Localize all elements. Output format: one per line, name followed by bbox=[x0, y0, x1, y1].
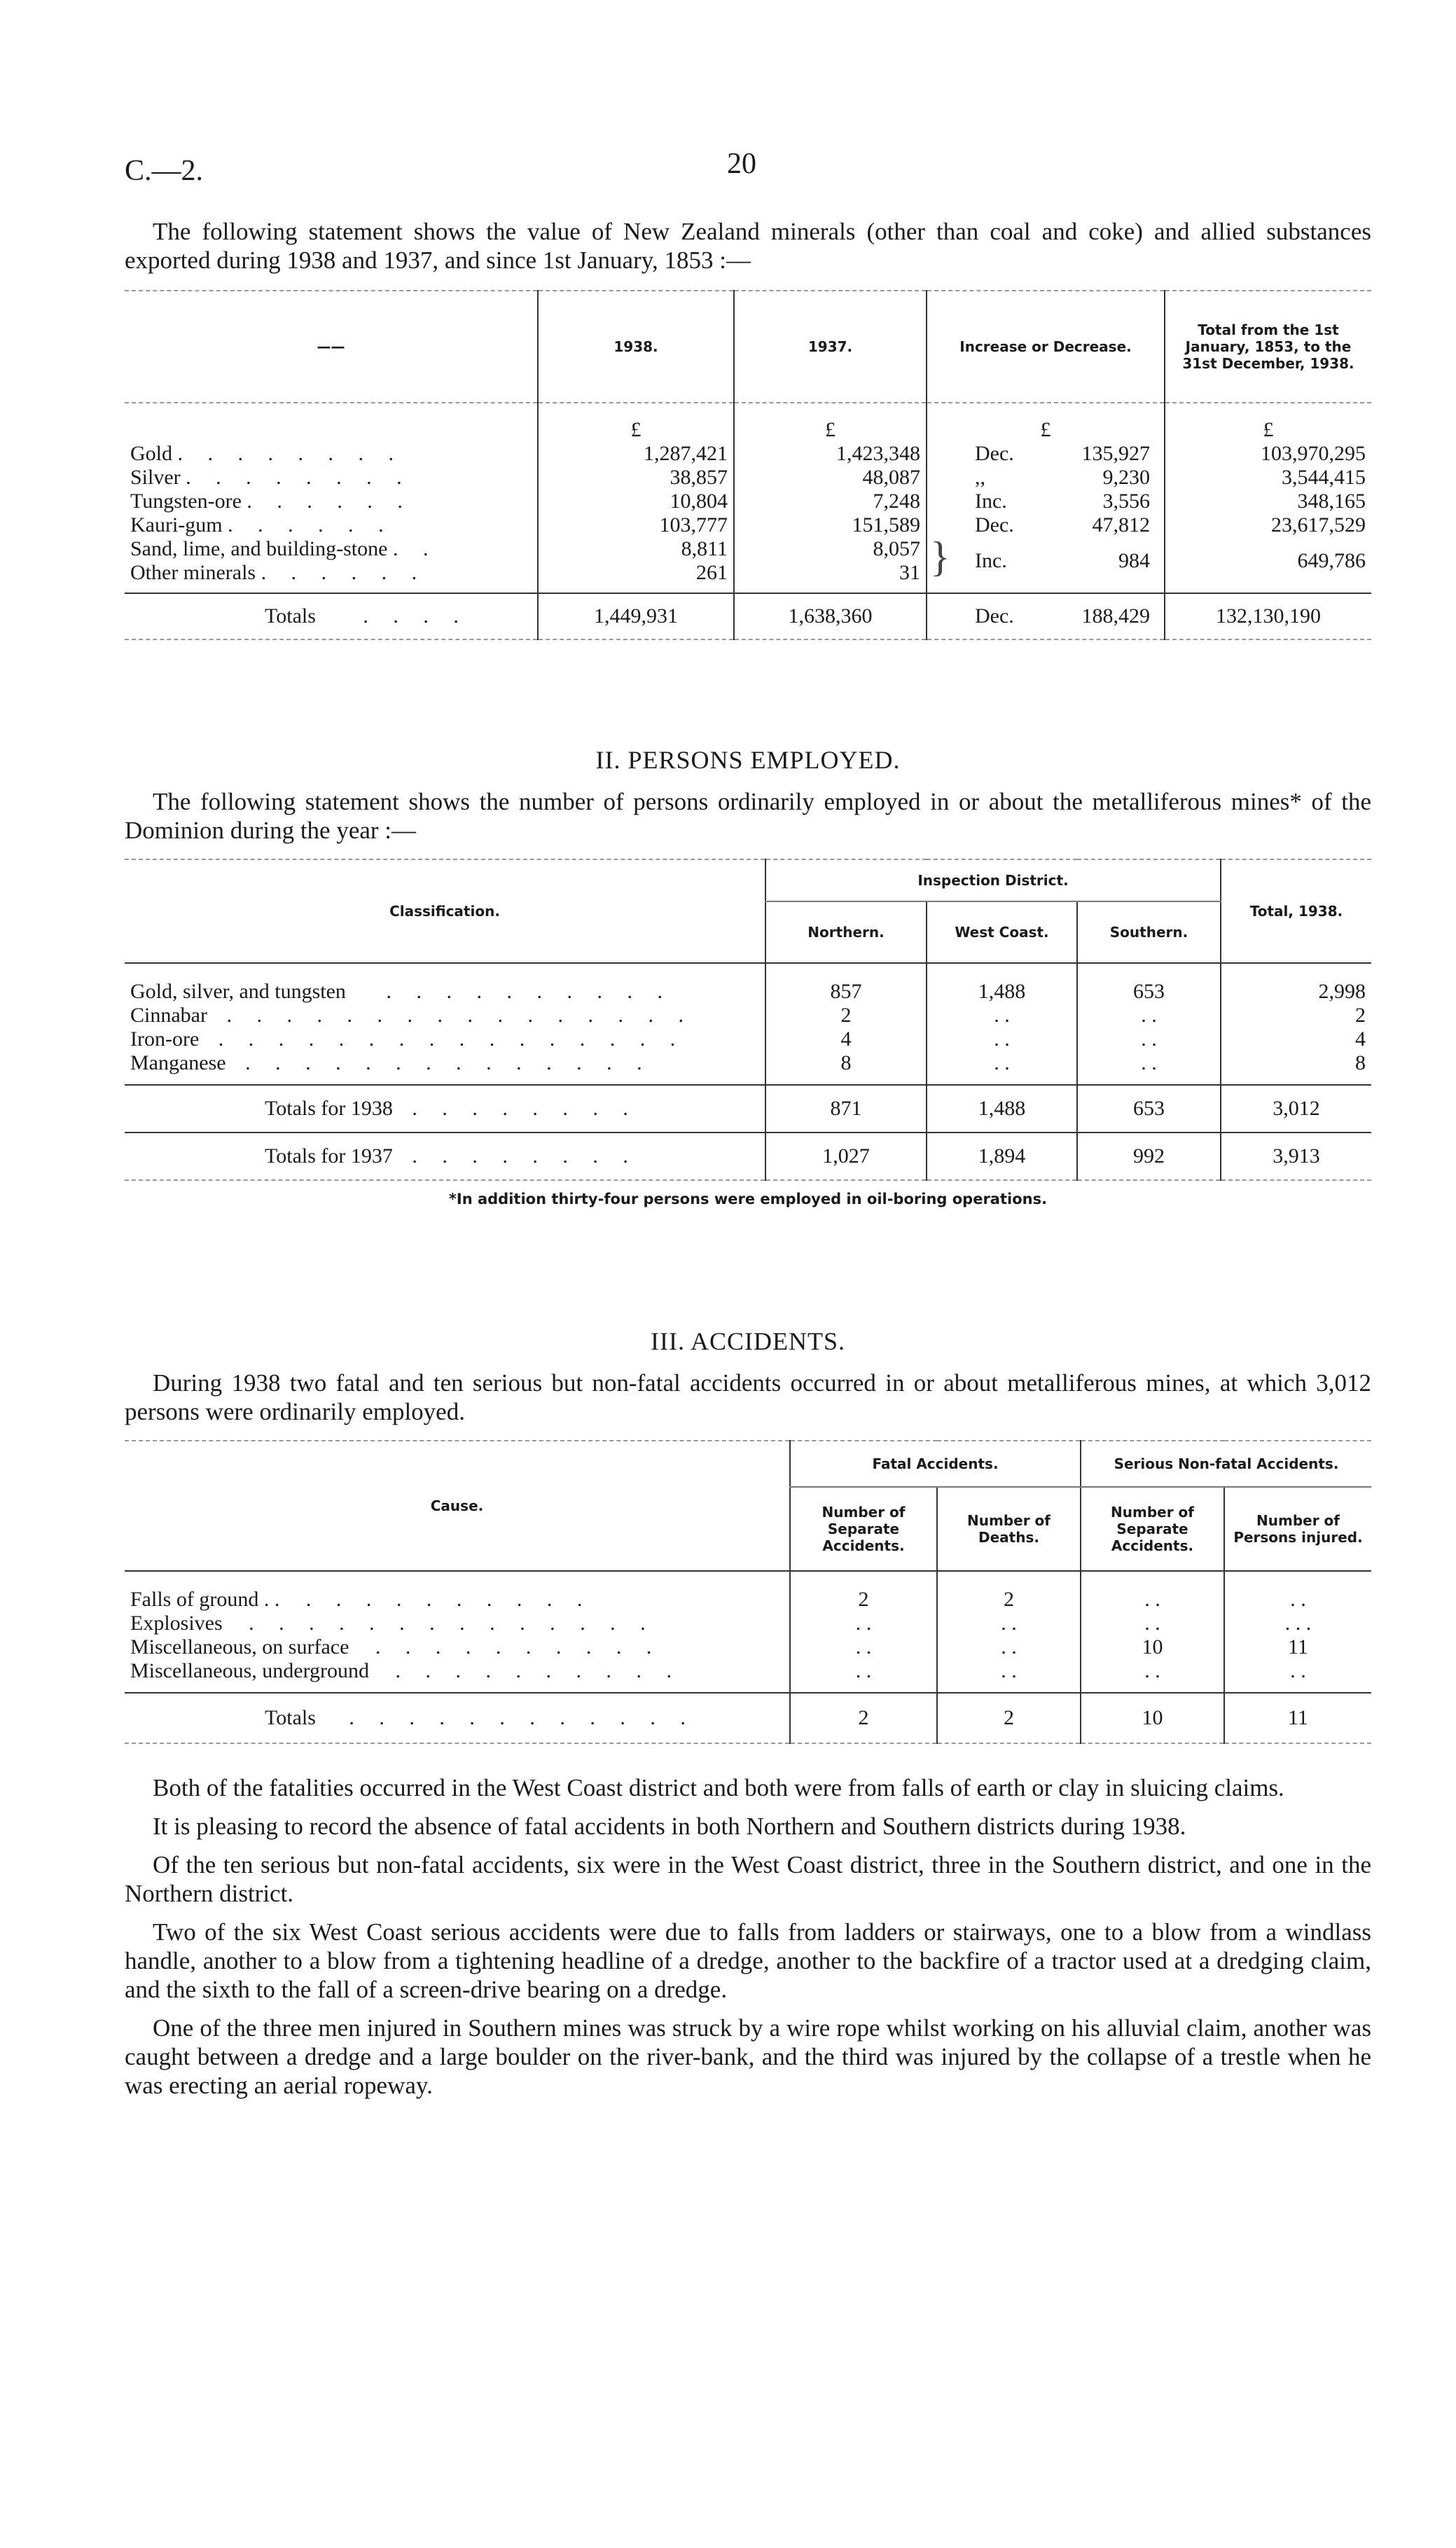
mineral-name: Sand, lime, and building-stone bbox=[130, 537, 388, 560]
leader-dots: . . bbox=[392, 537, 438, 560]
serious-injured-value: . . . bbox=[1224, 1612, 1371, 1635]
accidents-col-fatal: Fatal Accidents. bbox=[790, 1441, 1081, 1487]
mineral-name: Other minerals bbox=[130, 561, 256, 584]
table-row bbox=[125, 537, 1371, 561]
value-1938: 1,449,931 bbox=[538, 593, 734, 639]
change-direction: Dec. bbox=[975, 442, 1014, 465]
classification-name: Iron-ore bbox=[130, 1027, 200, 1051]
change-direction: Inc. bbox=[975, 549, 1007, 572]
leader-dots: . . . . . . . . . . . . . . . . bbox=[226, 1004, 693, 1027]
value-total: 23,617,529 bbox=[1165, 513, 1371, 537]
cause-name: Miscellaneous, on surface bbox=[130, 1635, 349, 1659]
leader-dots: . . . . . . . . . . bbox=[305, 1588, 592, 1611]
value-1937: 31 bbox=[734, 561, 927, 585]
fatal-separate-value: . . bbox=[790, 1635, 937, 1659]
value-1938: 1,287,421 bbox=[538, 442, 734, 466]
persons-col-classification: Classification. bbox=[389, 903, 500, 920]
value-1937: 1,423,348 bbox=[734, 442, 927, 466]
change-value: 188,429 bbox=[1081, 604, 1150, 628]
paragraph: Of the ten serious but non-fatal accidents, six were in the West Coast district, three in the Southern district, and one in the Northern district. bbox=[125, 1851, 1371, 1907]
leader-dots: . . . . . . . . bbox=[177, 442, 403, 465]
table-row bbox=[125, 466, 1371, 490]
brace-icon: } bbox=[930, 534, 950, 580]
leader-dots: . . . . . . . . . . . . . . . . bbox=[218, 1027, 686, 1051]
mineral-name: Kauri-gum bbox=[130, 513, 223, 536]
westcoast-value: 1,488 bbox=[927, 1085, 1077, 1133]
mineral-name: Gold bbox=[130, 442, 172, 465]
currency-symbol: £ bbox=[734, 403, 927, 442]
westcoast-value: . . bbox=[927, 1051, 1077, 1075]
paragraph: Two of the six West Coast serious accidents were due to falls from ladders or stairways, one to a blow from a windlass handle, another to a blow from a tightening headline of a dredge, another to the backfire of a tractor used at a dredging claim, and the sixth to the fall of a screen-drive bearing on a dredge. bbox=[125, 1918, 1371, 2003]
table-row bbox=[125, 1027, 1371, 1051]
northern-value: 8 bbox=[765, 1051, 927, 1075]
fatal-deaths-value: . . bbox=[937, 1612, 1081, 1635]
table-row bbox=[125, 1085, 1371, 1133]
persons-header-row bbox=[125, 859, 1371, 901]
classification-name: Manganese bbox=[130, 1051, 226, 1074]
table-row bbox=[125, 442, 1371, 466]
southern-value: 653 bbox=[1077, 1085, 1221, 1133]
total-value: 2 bbox=[1221, 1004, 1371, 1027]
minerals-header-row bbox=[125, 291, 1371, 403]
minerals-col-total: Total from the 1st January, 1853, to the 31st December, 1938. bbox=[1165, 291, 1371, 403]
value-1937: 48,087 bbox=[734, 466, 927, 490]
leader-dots: . . . . . . . . bbox=[412, 1097, 638, 1120]
currency-row bbox=[125, 403, 1371, 442]
value-total: 132,130,190 bbox=[1165, 593, 1371, 639]
accidents-col-fatal-separate: Number of Separate Accidents. bbox=[790, 1487, 937, 1571]
northern-value: 2 bbox=[765, 1004, 927, 1027]
paragraph: Both of the fatalities occurred in the West Coast district and both were from falls of earth or clay in sluicing claims. bbox=[153, 1774, 1284, 1801]
accidents-col-serious: Serious Non-fatal Accidents. bbox=[1081, 1441, 1371, 1487]
change-value: 3,556 bbox=[1102, 490, 1150, 513]
southern-value: . . bbox=[1077, 1051, 1221, 1075]
leader-dots: . . . . . . bbox=[247, 490, 412, 513]
leader-dots: . . . . . . . . . . bbox=[395, 1659, 682, 1682]
serious-injured-value: 11 bbox=[1224, 1693, 1371, 1743]
table-row bbox=[125, 1612, 1371, 1635]
totals-label: Totals for 1938 bbox=[265, 1097, 393, 1120]
table-row bbox=[125, 1133, 1371, 1180]
southern-value: . . bbox=[1077, 1027, 1221, 1051]
value-total: 3,544,415 bbox=[1165, 466, 1371, 490]
serious-injured-value: 11 bbox=[1224, 1635, 1371, 1659]
accidents-intro: During 1938 two fatal and ten serious but non-fatal accidents occurred in or about metalliferous mines, at which 3,012 persons were ordinarily employed. bbox=[125, 1369, 1371, 1425]
value-1937: 1,638,360 bbox=[734, 593, 927, 639]
table-row bbox=[125, 513, 1371, 537]
leader-dots: . . . . . . . . . . bbox=[386, 980, 672, 1003]
westcoast-value: . . bbox=[927, 1027, 1077, 1051]
totals-label: Totals for 1937 bbox=[265, 1144, 393, 1168]
persons-col-westcoast: West Coast. bbox=[927, 901, 1077, 963]
leader-dots: . . . . . . . . bbox=[412, 1144, 638, 1168]
accidents-table bbox=[125, 1440, 1371, 1744]
change-direction: Dec. bbox=[975, 604, 1014, 628]
accidents-col-serious-injured: Number of Persons injured. bbox=[1224, 1487, 1371, 1571]
accidents-col-cause: Cause. bbox=[430, 1497, 484, 1514]
cause-name: Falls of ground . . bbox=[130, 1588, 280, 1611]
totals-label: Totals bbox=[265, 1706, 316, 1729]
serious-injured-value: . . bbox=[1224, 1571, 1371, 1612]
westcoast-value: . . bbox=[927, 1004, 1077, 1027]
mineral-name: Silver bbox=[130, 466, 181, 489]
change-value: 135,927 bbox=[1081, 442, 1150, 465]
value-1938: 8,811 bbox=[538, 537, 734, 561]
serious-separate-value: . . bbox=[1081, 1571, 1224, 1612]
westcoast-value: 1,894 bbox=[927, 1133, 1077, 1180]
cause-name: Explosives bbox=[130, 1612, 223, 1635]
northern-value: 871 bbox=[765, 1085, 927, 1133]
total-value: 4 bbox=[1221, 1027, 1371, 1051]
table-row bbox=[125, 490, 1371, 513]
fatal-deaths-value: . . bbox=[937, 1659, 1081, 1683]
value-1938: 261 bbox=[538, 561, 734, 585]
leader-dots: . . . . . . . . . . . . bbox=[349, 1706, 695, 1729]
footnote: *In addition thirty-four persons were employed in oil-boring operations. bbox=[448, 1191, 1048, 1207]
fatal-deaths-value: 2 bbox=[937, 1693, 1081, 1743]
value-1937: 7,248 bbox=[734, 490, 927, 513]
classification-name: Cinnabar bbox=[130, 1004, 207, 1027]
document-page bbox=[125, 133, 1371, 2100]
serious-injured-value: . . bbox=[1224, 1659, 1371, 1683]
currency-symbol: £ bbox=[927, 403, 1165, 442]
northern-value: 1,027 bbox=[765, 1133, 927, 1180]
table-row bbox=[125, 1004, 1371, 1027]
change-direction: ,, bbox=[975, 466, 985, 489]
value-total: 103,970,295 bbox=[1165, 442, 1371, 466]
value-total: 348,165 bbox=[1165, 490, 1371, 513]
minerals-totals-row bbox=[125, 593, 1371, 639]
change-value: 9,230 bbox=[1102, 466, 1150, 489]
value-1938: 103,777 bbox=[538, 513, 734, 537]
leader-dots: . . . . . . . . bbox=[186, 466, 412, 489]
serious-separate-value: . . bbox=[1081, 1612, 1224, 1635]
serious-separate-value: 10 bbox=[1081, 1635, 1224, 1659]
persons-intro: The following statement shows the number of persons ordinarily employed in or about the metalliferous mines* of the Dominion during the year :— bbox=[125, 788, 1371, 844]
table-row bbox=[125, 1659, 1371, 1683]
westcoast-value: 1,488 bbox=[927, 963, 1077, 1004]
paragraph: One of the three men injured in Southern mines was struck by a wire rope whilst working on his alluvial claim, another was caught between a dredge and a large boulder on the river-bank, and the third was injured by the collapse of a trestle when he was erecting an aerial ropeway. bbox=[125, 2014, 1371, 2099]
total-value: 2,998 bbox=[1221, 963, 1371, 1004]
page-header bbox=[125, 133, 1371, 189]
value-total: 649,786 bbox=[1165, 537, 1371, 585]
persons-col-northern: Northern. bbox=[765, 901, 927, 963]
accidents-col-fatal-deaths: Number of Deaths. bbox=[937, 1487, 1081, 1571]
leader-dots: . . . . bbox=[363, 604, 469, 628]
fatal-deaths-value: . . bbox=[937, 1635, 1081, 1659]
minerals-intro: The following statement shows the value of New Zealand minerals (other than coal and coke) and allied substances exported during 1938 and 1937, and since 1st January, 1853 :— bbox=[125, 218, 1371, 274]
fatal-deaths-value: 2 bbox=[937, 1571, 1081, 1612]
leader-dots: . . . . . . bbox=[228, 513, 394, 536]
currency-symbol: £ bbox=[538, 403, 734, 442]
persons-col-southern: Southern. bbox=[1077, 901, 1221, 963]
table-row bbox=[125, 963, 1371, 1004]
serious-separate-value: 10 bbox=[1081, 1693, 1224, 1743]
section-title-accidents: III. ACCIDENTS. bbox=[651, 1327, 845, 1355]
table-row bbox=[125, 1571, 1371, 1612]
value-1938: 38,857 bbox=[538, 466, 734, 490]
southern-value: 992 bbox=[1077, 1133, 1221, 1180]
persons-col-district: Inspection District. bbox=[765, 859, 1221, 901]
minerals-table bbox=[125, 290, 1371, 640]
change-value: 47,812 bbox=[1092, 513, 1150, 536]
accidents-totals-row bbox=[125, 1693, 1371, 1743]
change-value: 984 bbox=[1118, 549, 1150, 572]
table-row bbox=[125, 1635, 1371, 1659]
persons-table bbox=[125, 859, 1371, 1181]
fatal-separate-value: 2 bbox=[790, 1693, 937, 1743]
serious-separate-value: . . bbox=[1081, 1659, 1224, 1683]
minerals-col-1938: 1938. bbox=[538, 291, 734, 403]
leader-dots: . . . . . . . . . . . . . . bbox=[249, 1612, 656, 1635]
total-value: 3,913 bbox=[1221, 1133, 1371, 1180]
paragraph: It is pleasing to record the absence of fatal accidents in both Northern and Southern districts during 1938. bbox=[153, 1813, 1186, 1840]
change-direction: Inc. bbox=[975, 490, 1007, 513]
northern-value: 857 bbox=[765, 963, 927, 1004]
accidents-header-row bbox=[125, 1441, 1371, 1487]
leader-dots: . . . . . . . . . . bbox=[375, 1635, 662, 1659]
totals-label: Totals bbox=[265, 604, 316, 628]
accidents-col-serious-separate: Number of Separate Accidents. bbox=[1081, 1487, 1224, 1571]
change-direction: Dec. bbox=[975, 513, 1014, 536]
value-1937: 151,589 bbox=[734, 513, 927, 537]
section-title-persons: II. PERSONS EMPLOYED. bbox=[595, 746, 901, 774]
page-number: 20 bbox=[727, 148, 756, 180]
fatal-separate-value: 2 bbox=[790, 1571, 937, 1612]
minerals-col-1937: 1937. bbox=[734, 291, 927, 403]
classification-name: Gold, silver, and tungsten bbox=[130, 980, 346, 1003]
currency-symbol: £ bbox=[1165, 403, 1371, 442]
value-1938: 10,804 bbox=[538, 490, 734, 513]
value-1937: 8,057 bbox=[734, 537, 927, 561]
document-reference: C.—2. bbox=[125, 155, 204, 187]
total-value: 8 bbox=[1221, 1051, 1371, 1075]
persons-col-total: Total, 1938. bbox=[1221, 859, 1371, 963]
table-row bbox=[125, 1051, 1371, 1075]
southern-value: 653 bbox=[1077, 963, 1221, 1004]
fatal-separate-value: . . bbox=[790, 1612, 937, 1635]
northern-value: 4 bbox=[765, 1027, 927, 1051]
cause-name: Miscellaneous, underground bbox=[130, 1659, 370, 1682]
mineral-name: Tungsten-ore bbox=[130, 490, 242, 513]
leader-dots: . . . . . . . . . . . . . . bbox=[245, 1051, 652, 1074]
leader-dots: . . . . . . bbox=[261, 561, 427, 584]
fatal-separate-value: . . bbox=[790, 1659, 937, 1683]
minerals-col-change: Increase or Decrease. bbox=[927, 291, 1165, 403]
total-value: 3,012 bbox=[1221, 1085, 1371, 1133]
southern-value: . . bbox=[1077, 1004, 1221, 1027]
minerals-col-blank: —— bbox=[317, 338, 345, 355]
